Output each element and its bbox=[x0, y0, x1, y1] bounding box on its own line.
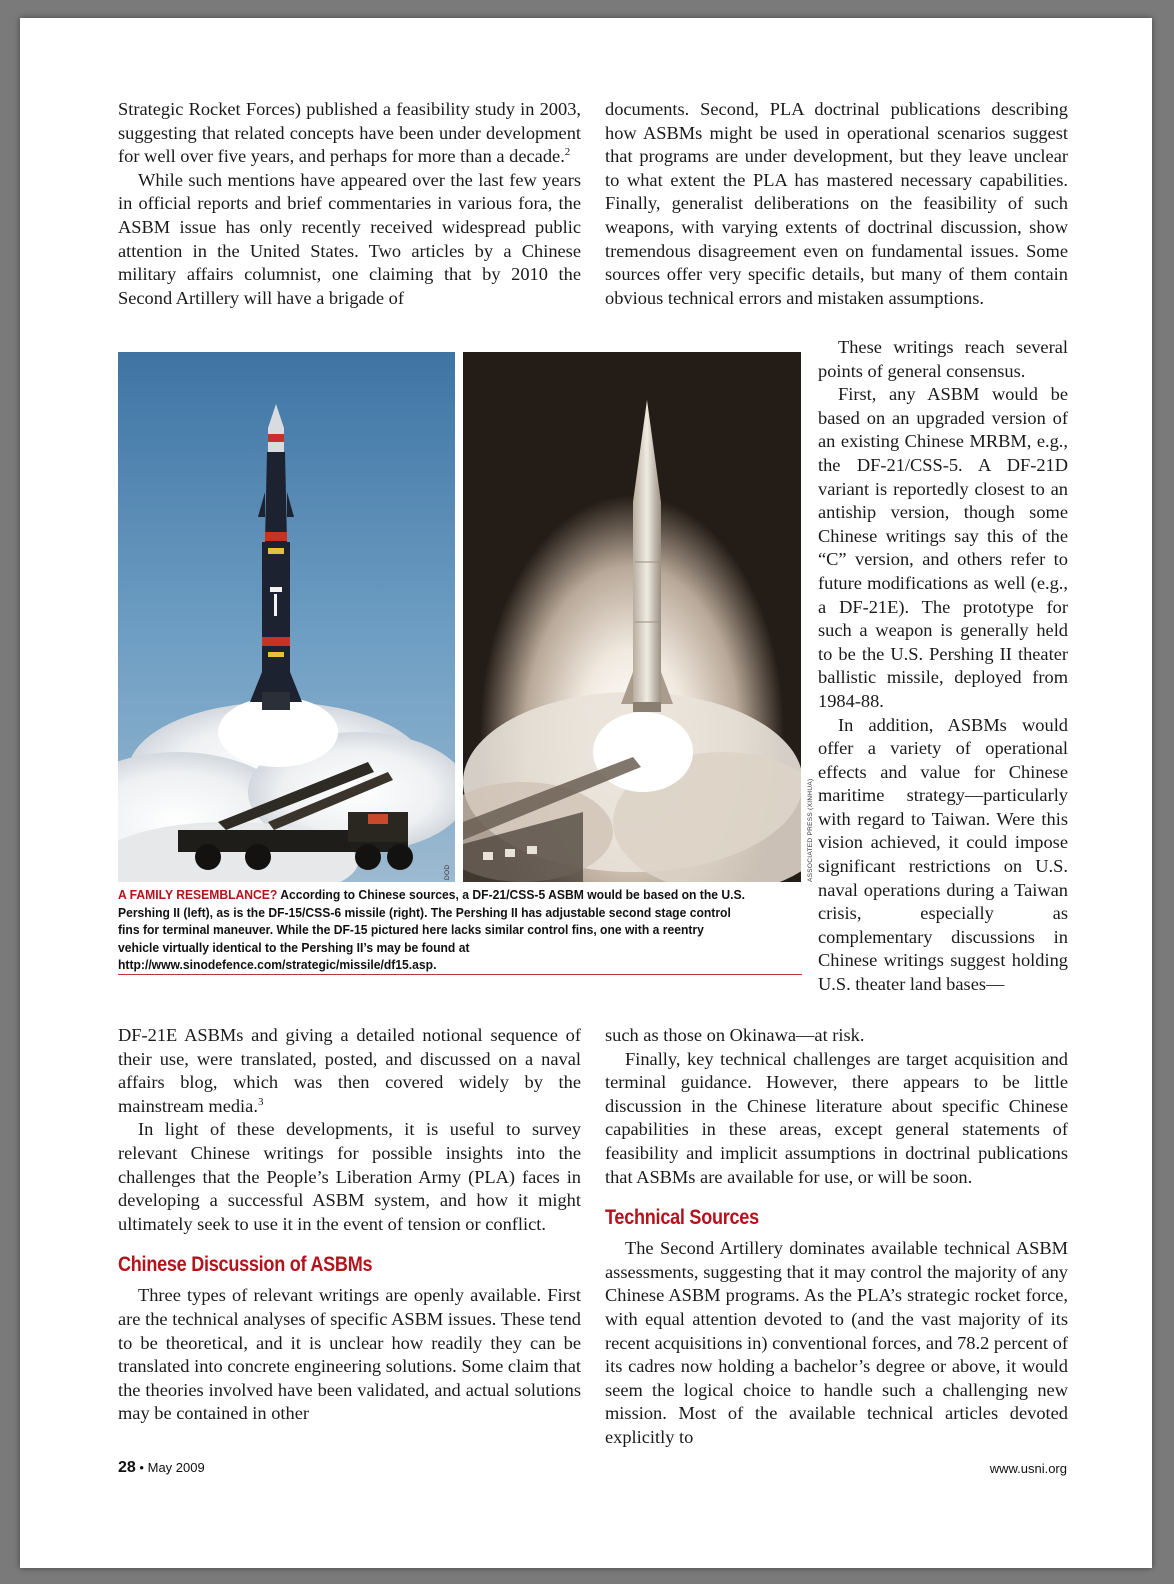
footer-bullet: • bbox=[139, 1460, 144, 1475]
paragraph: While such mentions have appeared over the last few years in official reports and brief commentaries in various fora, the ASBM issue has only recently received widespread public attention in the United States. Two articles by a Chinese military affairs columnist, one claiming that by 2010 the Second Artillery will have a brigade of bbox=[118, 169, 581, 308]
paragraph: First, any ASBM would be based on an upgraded version of an existing Chinese MRBM, e.g., the DF-21/CSS-5. A DF-21D variant is reportedly closest to an antiship version, though some Chinese writings say this of the “C” version, and others refer to future modifications as well (e.g., a DF-21E). The prototype for such a weapon is generally held to be the U.S. Pershing II theater ballistic missile, deployed from 1984-88. bbox=[818, 384, 1068, 711]
column-right-bottom bbox=[605, 1024, 1068, 1450]
photo-credit-left: DOD bbox=[444, 864, 451, 880]
paragraph: These writings reach several points of general consensus. bbox=[818, 337, 1068, 381]
caption-rule bbox=[118, 974, 802, 975]
paragraph: such as those on Okinawa—at risk. bbox=[605, 1025, 865, 1045]
magazine-page bbox=[20, 18, 1152, 1568]
caption-kicker: A FAMILY RESEMBLANCE? bbox=[118, 887, 278, 902]
column-left-top bbox=[118, 98, 581, 310]
issue-date: May 2009 bbox=[147, 1460, 205, 1475]
paragraph: DF-21E ASBMs and giving a detailed notional sequence of their use, were translated, posted, and discussed on a naval affairs blog, which was then covered widely by the mainstream media.$^3$ bbox=[118, 1025, 581, 1116]
section-heading: Technical Sources bbox=[605, 1206, 759, 1230]
column-narrow bbox=[818, 336, 1068, 997]
paragraph: Finally, key technical challenges are target acquisition and terminal guidance. However, there appears to be little discussion in the Chinese literature about specific Chinese capabilities in these areas, except general statements of feasibility and implicit assumptions in doctrinal publications that ASBMs are available for use, or will be soon. bbox=[605, 1048, 1068, 1187]
figure-caption bbox=[118, 886, 747, 974]
paragraph: Three types of relevant writings are openly available. First are the technical analyses of specific ASBM issues. These tend to be theoretical, and it is unclear how readily they can be translated into concrete engineering solutions. Some claim that the theories involved have been validated, and actual solutions may be contained in other bbox=[118, 1285, 581, 1424]
df15-launch-image bbox=[463, 352, 801, 882]
footer-url: www.usni.org bbox=[989, 1461, 1067, 1476]
paragraph: In light of these developments, it is useful to survey relevant Chinese writings for possible insights into the challenges that the People’s Liberation Army (PLA) faces in developing a successful ASBM system, and how it might ultimately seek to use it in the event of tension or conflict. bbox=[118, 1119, 581, 1234]
paragraph: documents. Second, PLA doctrinal publications describing how ASBMs might be used in operational scenarios suggest that programs are under development, but they leave unclear to what extent the PLA has mastered necessary capabilities. Finally, generalist deliberations on the feasibility of such weapons, with varying extents of doctrinal discussion, show tremendous disagreement even on fundamental issues. Some sources offer very specific details, but many of them contain obvious technical errors and mistaken assumptions. bbox=[605, 99, 1068, 308]
paragraph: In addition, ASBMs would offer a variety of operational effects and value for Chinese maritime strategy—particularly with regard to Taiwan. Were this vision achieved, it could impose significant restrictions on U.S. naval operations during a Taiwan crisis, especially as complementary discussions in Chinese writings suggest holding U.S. theater land bases— bbox=[818, 714, 1068, 995]
paragraph: The Second Artillery dominates available technical ASBM assessments, suggesting that it may control the majority of any Chinese ASBM programs. As the PLA’s strategic rocket force, with equal attention devoted to (and the vast majority of its recent acquisitions in) conventional forces, and 78.2 percent of its cadres now holding a bachelor’s degree or above, it would seem the logical choice to handle such a challenging new mission. Most of the available technical articles devoted explicitly to bbox=[605, 1238, 1068, 1447]
photo-pershing-ii bbox=[118, 352, 455, 882]
column-left-bottom bbox=[118, 1024, 581, 1426]
column-right-top bbox=[605, 98, 1068, 310]
page-number: 28 bbox=[118, 1459, 136, 1476]
paragraph: Strategic Rocket Forces) published a feasibility study in 2003, suggesting that related concepts have been under development for well over five years, and perhaps for more than a decade.$^2$ bbox=[118, 99, 581, 167]
photo-df-15 bbox=[463, 352, 801, 882]
pershing-launch-image bbox=[118, 352, 455, 882]
section-heading: Chinese Discussion of ASBMs bbox=[118, 1253, 373, 1277]
photo-credit-right: ASSOCIATED PRESS (XINHUA) bbox=[807, 778, 814, 882]
caption-body: According to Chinese sources, a DF-21/CSS-5 ASBM would be based on the U.S. Pershing II (left), as is the DF-15/CSS-6 missile (right). The Pershing II has adjustable second stage control fins for terminal maneuver. While the DF-15 pictured here lacks similar control fins, one with a reentry vehicle virtually identical to the Pershing II’s may be found at http://www.sinodefence.com/strategic/missile/df15.asp. bbox=[118, 887, 745, 973]
footer-left bbox=[118, 1459, 205, 1477]
